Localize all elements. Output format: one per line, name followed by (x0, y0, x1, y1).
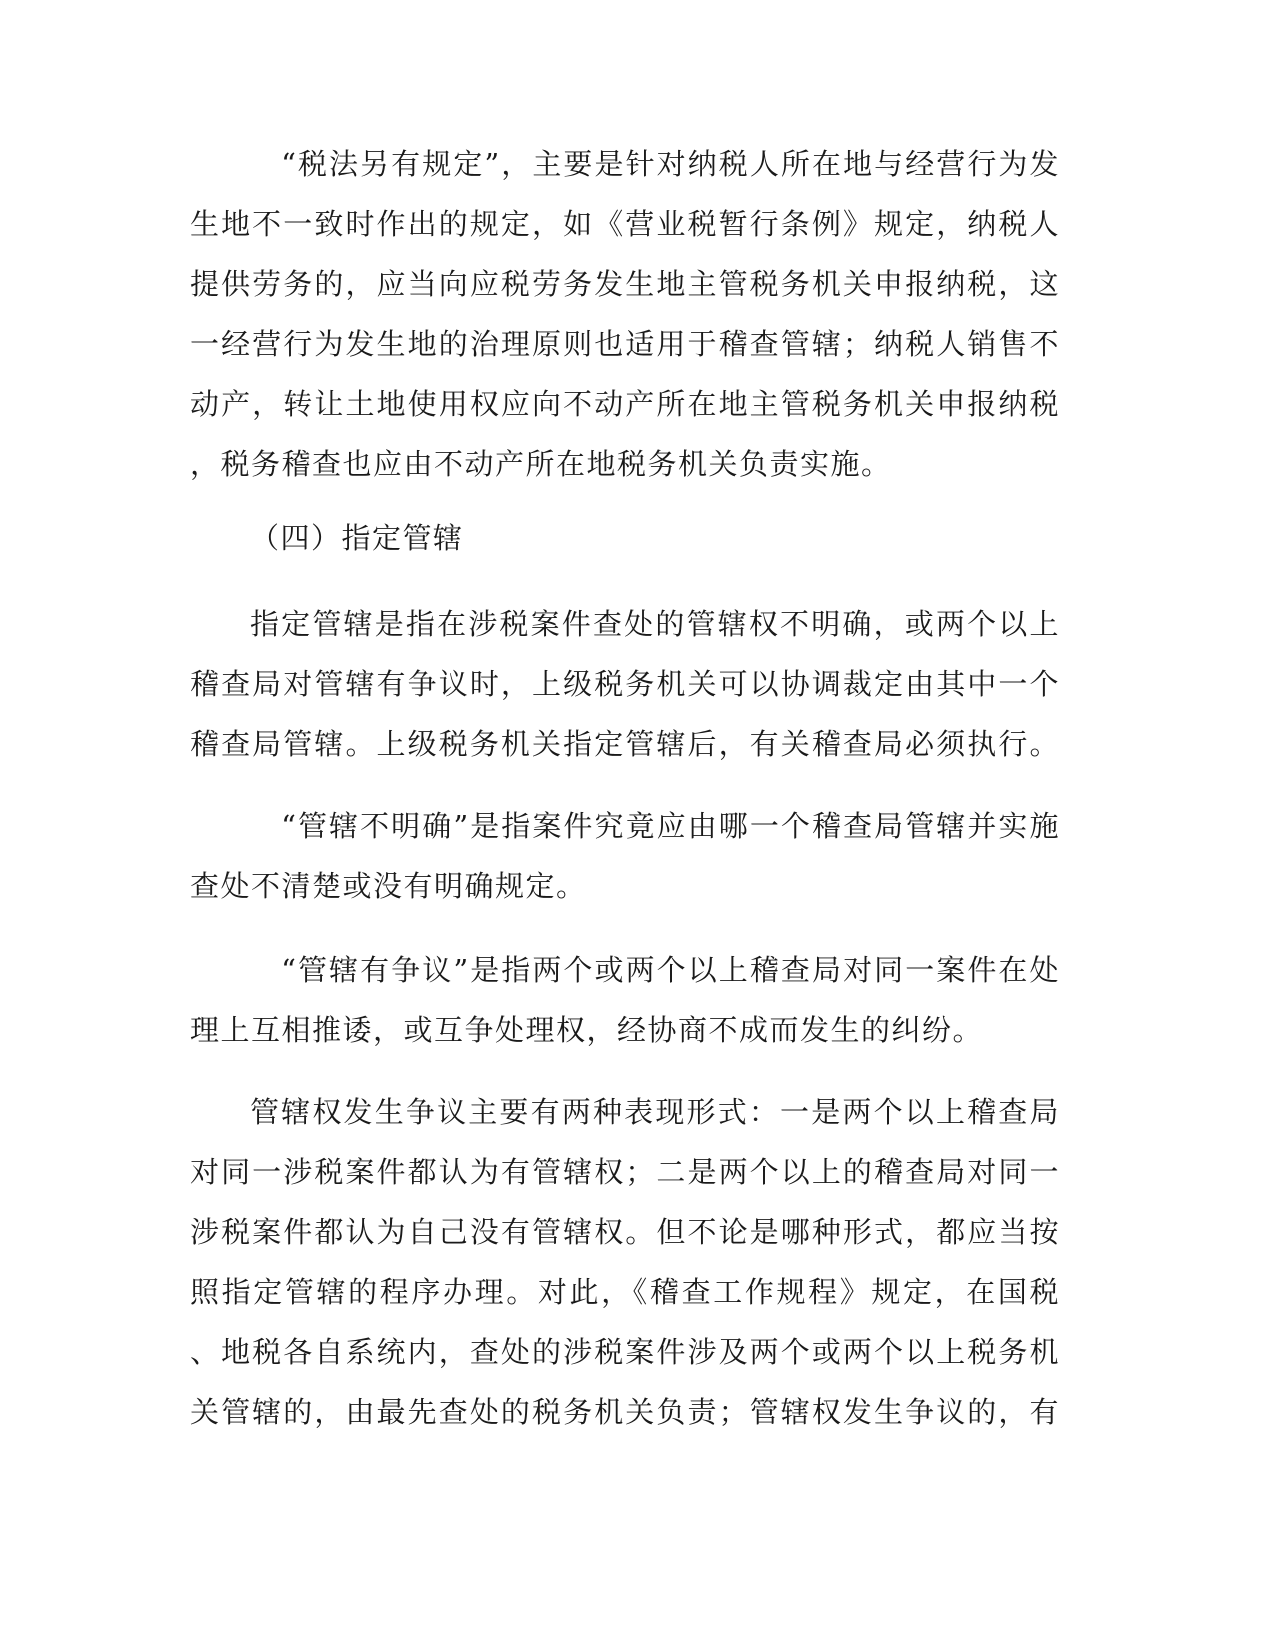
paragraph-designated-jurisdiction (190, 594, 1060, 774)
text-line: 、地税各自系统内，查处的涉税案件涉及两个或两个以上税务机 (190, 1335, 1060, 1369)
text-line: 指定管辖是指在涉税案件查处的管辖权不明确，或两个以上 (250, 607, 1060, 641)
text-line: 一经营行为发生地的治理原则也适用于稽查管辖；纳税人销售不 (190, 327, 1060, 361)
text-line: “管辖不明确”是指案件究竟应由哪一个稽查局管辖并实施 (250, 809, 1060, 843)
text-line: 稽查局对管辖有争议时，上级税务机关可以协调裁定由其中一个 (190, 667, 1060, 701)
text-line: 管辖权发生争议主要有两种表现形式：一是两个以上稽查局 (250, 1095, 1060, 1129)
section-heading (190, 508, 1060, 568)
text-line: 照指定管辖的程序办理。对此，《稽查工作规程》规定，在国税 (190, 1275, 1060, 1309)
paragraph-unclear-jurisdiction (190, 796, 1060, 916)
text-line: 动产，转让土地使用权应向不动产所在地主管税务机关申报纳税 (190, 387, 1060, 421)
paragraph-tax-law-provision (190, 134, 1060, 494)
heading-text: （四）指定管辖 (250, 521, 464, 555)
text-line: “税法另有规定”，主要是针对纳税人所在地与经营行为发 (250, 147, 1060, 181)
text-line: 理上互相推诿，或互争处理权，经协商不成而发生的纠纷。 (190, 1013, 984, 1047)
text-line: 生地不一致时作出的规定，如《营业税暂行条例》规定，纳税人 (190, 207, 1060, 241)
text-line: 提供劳务的，应当向应税劳务发生地主管税务机关申报纳税，这 (190, 267, 1060, 301)
text-line: 对同一涉税案件都认为有管辖权；二是两个以上的稽查局对同一 (190, 1155, 1060, 1189)
text-line: 涉税案件都认为自己没有管辖权。但不论是哪种形式，都应当按 (190, 1215, 1060, 1249)
paragraph-disputed-jurisdiction (190, 940, 1060, 1060)
text-line: 稽查局管辖。上级税务机关指定管辖后，有关稽查局必须执行。 (190, 727, 1060, 761)
text-line: 关管辖的，由最先查处的税务机关负责；管辖权发生争议的，有 (190, 1395, 1060, 1429)
text-line: “管辖有争议”是指两个或两个以上稽查局对同一案件在处 (250, 953, 1060, 987)
paragraph-dispute-forms (190, 1082, 1060, 1442)
text-line: ，税务稽查也应由不动产所在地税务机关负责实施。 (190, 447, 892, 481)
text-line: 查处不清楚或没有明确规定。 (190, 869, 587, 903)
